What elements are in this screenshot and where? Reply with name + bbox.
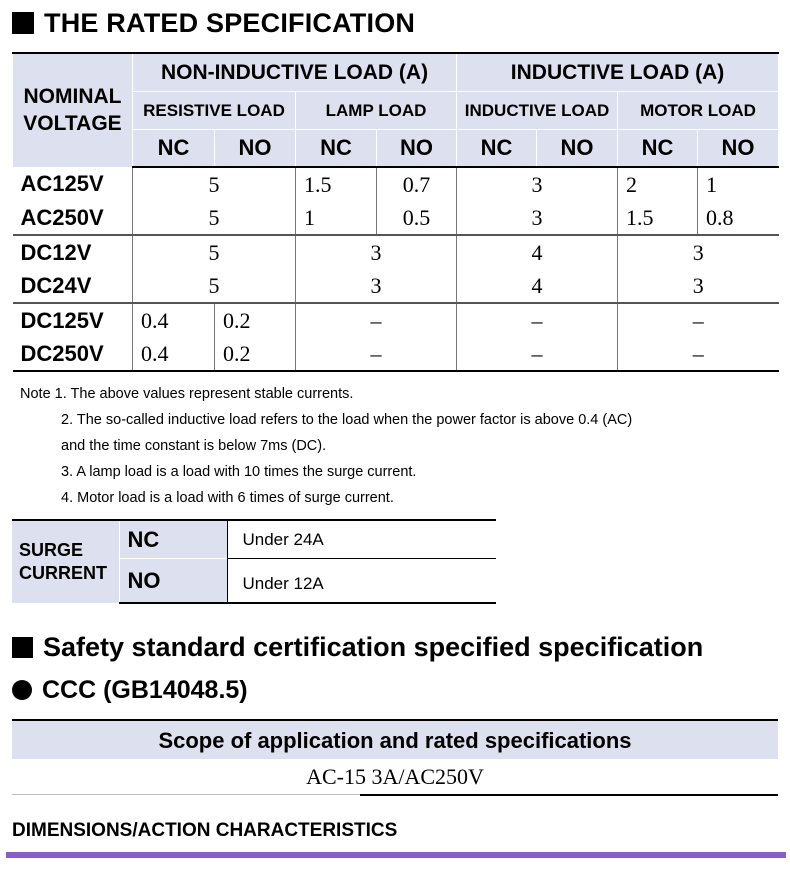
rated-spec-title	[12, 8, 415, 39]
table-row	[13, 201, 779, 235]
contact-header: NO	[377, 130, 457, 168]
value-cell: 4	[457, 269, 618, 303]
contact-header: NO	[537, 130, 618, 168]
value-cell: 0.2	[215, 337, 296, 371]
rated-spec-table	[12, 52, 779, 372]
value-cell: 1	[706, 171, 718, 197]
value-cell: 3	[296, 269, 457, 303]
voltage-cell: DC125V	[13, 303, 133, 337]
surge-value: Under 12A	[227, 559, 496, 604]
table-row	[12, 520, 496, 559]
surge-value: Under 24A	[227, 520, 496, 559]
value-cell: 0.4	[133, 337, 215, 371]
value-cell: 4	[457, 235, 618, 269]
dimensions-title: DIMENSIONS/ACTION CHARACTERISTICS	[12, 820, 398, 841]
table-row	[13, 337, 779, 371]
value-cell: 3	[457, 167, 618, 201]
note-line: 4. Motor load is a load with 6 times of surge current.	[61, 490, 394, 506]
black-square-icon	[12, 637, 33, 658]
value-cell: –	[692, 307, 704, 333]
table-row	[13, 167, 779, 201]
voltage-cell: DC12V	[13, 235, 133, 269]
group-header-row	[13, 53, 779, 92]
resistive-load-header: RESISTIVE LOAD	[133, 92, 296, 130]
value-cell: 5	[133, 235, 296, 269]
contact-header: NO	[698, 130, 779, 168]
divider	[360, 794, 778, 796]
value-cell: 0.7	[377, 167, 457, 201]
value-cell: 0.8	[698, 201, 779, 235]
divider	[12, 794, 360, 795]
voltage-cell: AC125V	[13, 167, 133, 201]
ccc-title	[12, 676, 248, 705]
motor-load-header: MOTOR LOAD	[618, 92, 779, 130]
value-cell: 1.5	[296, 167, 377, 201]
lamp-load-header: LAMP LOAD	[296, 92, 457, 130]
note-line: and the time constant is below 7ms (DC).	[61, 438, 327, 454]
rated-spec-title-text: THE RATED SPECIFICATION	[44, 8, 416, 38]
contact-header: NC	[618, 130, 698, 168]
value-cell: 2	[618, 167, 698, 201]
value-cell: 5	[133, 167, 296, 201]
surge-current-label: SURGE CURRENT	[12, 520, 119, 603]
ccc-title-text: CCC (GB14048.5)	[42, 676, 248, 704]
value-cell: 3	[692, 239, 704, 265]
note-line: 2. The so-called inductive load refers to the load when the power factor is above 0.4 (AC)	[61, 412, 633, 428]
note-line: Note 1. The above values represent stable currents.	[20, 386, 354, 402]
value-cell: 3	[618, 269, 779, 303]
value-cell: 0.2	[215, 303, 296, 337]
voltage-cell: AC250V	[13, 201, 133, 235]
value-cell: 0.5	[377, 201, 457, 235]
safety-cert-title-text: Safety standard certification specified specification	[43, 632, 704, 662]
value-cell: –	[296, 337, 457, 371]
table-row	[13, 235, 779, 269]
accent-bar	[6, 852, 786, 858]
contact-header: NC	[457, 130, 537, 168]
value-cell: 1	[296, 201, 377, 235]
voltage-cell: DC24V	[13, 269, 133, 303]
contact-header: NC	[296, 130, 377, 168]
contact-key: NC	[119, 520, 227, 559]
inductive-load-header: INDUCTIVE LOAD (A)	[457, 53, 779, 92]
surge-current-table	[12, 519, 496, 604]
nominal-voltage-header: NOMINAL VOLTAGE	[13, 53, 133, 167]
value-cell: 3	[457, 201, 618, 235]
value-cell: 1.5	[618, 201, 698, 235]
bullet-dot-icon	[12, 680, 32, 700]
ccc-table-header: Scope of application and rated specifications	[12, 719, 778, 759]
contact-key: NO	[119, 559, 227, 604]
value-cell: –	[457, 303, 618, 337]
contact-header: NC	[133, 130, 215, 168]
ccc-table-value: AC-15 3A/AC250V	[306, 764, 484, 789]
non-inductive-load-header: NON-INDUCTIVE LOAD (A)	[133, 53, 457, 92]
value-cell: 5	[133, 269, 296, 303]
voltage-cell: DC250V	[13, 337, 133, 371]
value-cell: –	[618, 337, 779, 371]
value-cell: –	[457, 337, 618, 371]
contact-header: NO	[215, 130, 296, 168]
black-square-icon	[12, 12, 34, 34]
note-line: 3. A lamp load is a load with 10 times the surge current.	[61, 464, 417, 480]
value-cell: 0.4	[133, 303, 215, 337]
table-row	[13, 303, 779, 337]
table-row	[13, 269, 779, 303]
value-cell: 3	[296, 235, 457, 269]
value-cell: –	[296, 303, 457, 337]
value-cell: 5	[133, 201, 296, 235]
inductive-subload-header: INDUCTIVE LOAD	[457, 92, 618, 130]
safety-cert-title	[12, 632, 703, 663]
